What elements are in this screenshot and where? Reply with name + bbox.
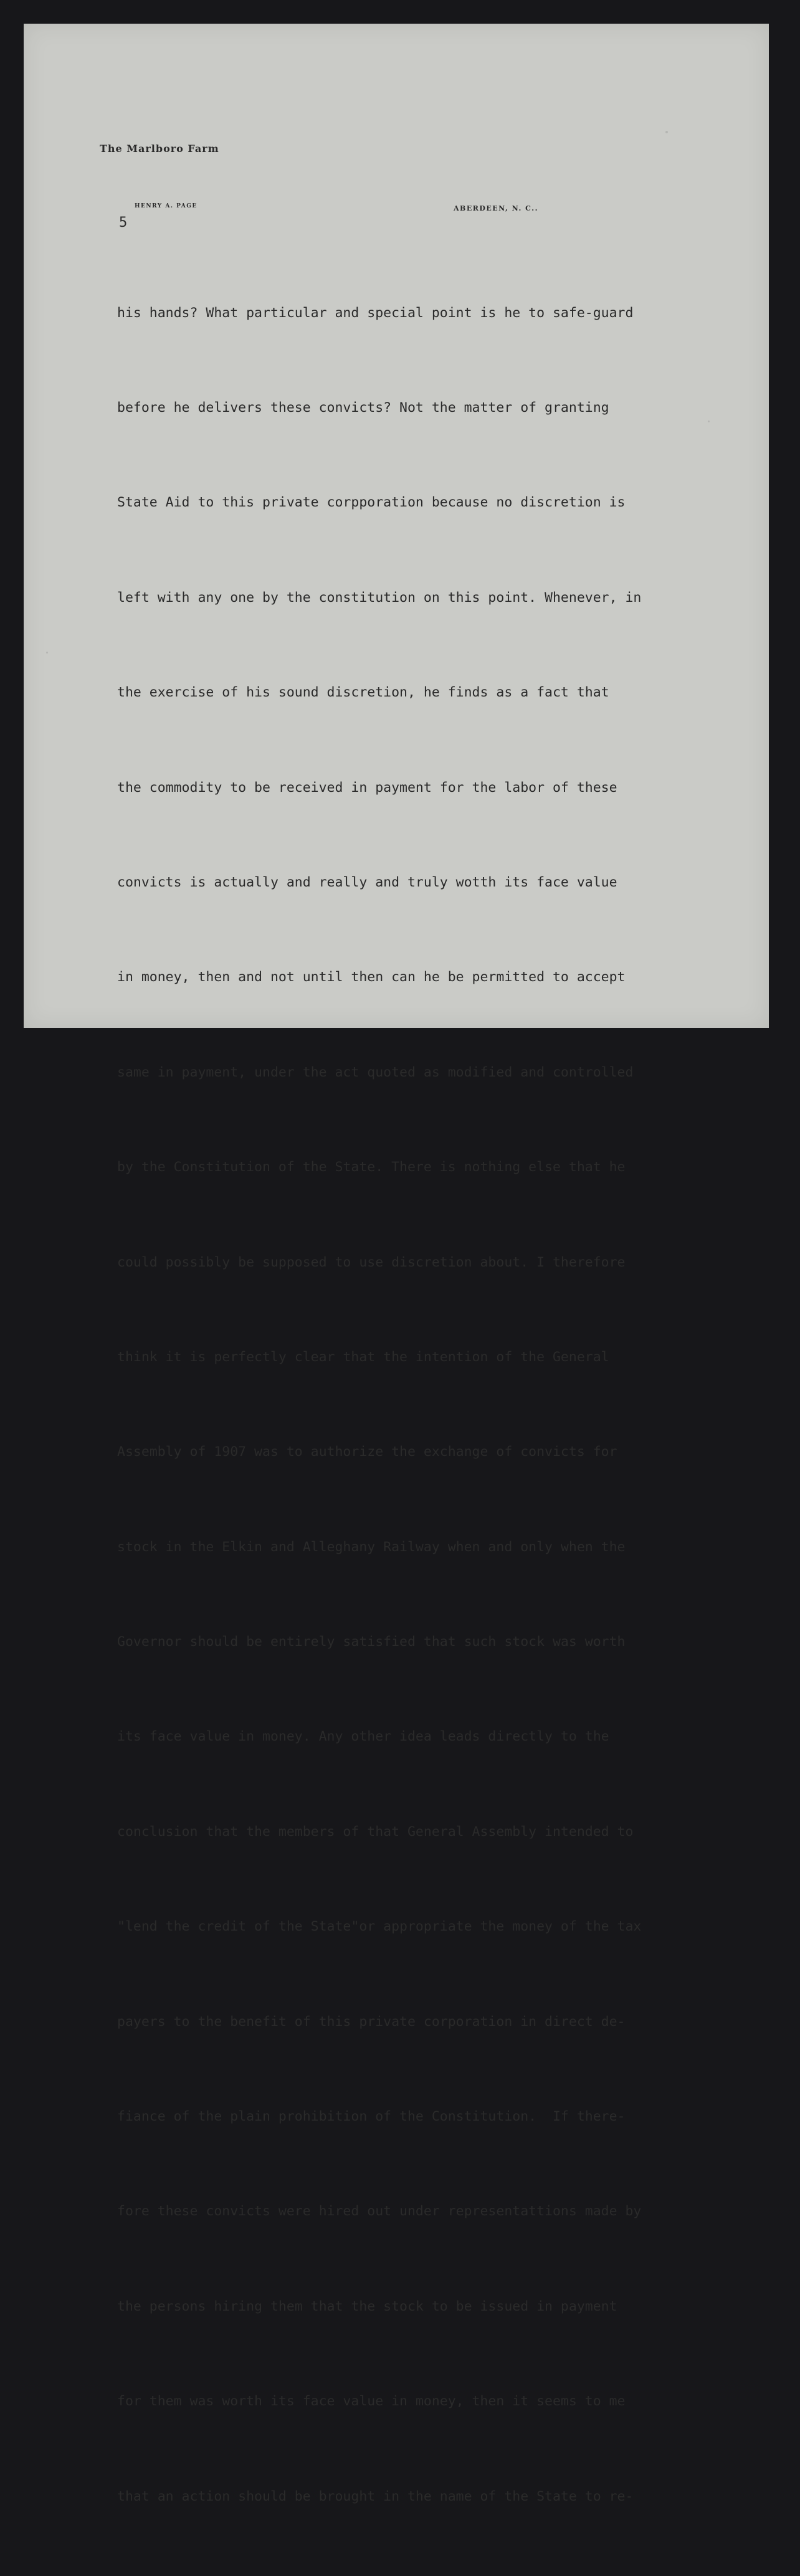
body-line: conclusion that the members of that General Assembly intended to: [117, 1823, 634, 1840]
body-line: left with any one by the constitution on this point. Whenever, in: [117, 589, 642, 606]
letterhead-title: The Marlboro Farm: [100, 143, 219, 154]
body-line: payers to the benefit of this private corporation in direct de-: [117, 2013, 626, 2030]
body-line: Assembly of 1907 was to authorize the exchange of convicts for: [117, 1444, 617, 1460]
body-line: State Aid to this private corpporation because no discretion is: [117, 495, 626, 511]
body-line: "lend the credit of the State"or appropriate the money of the tax: [117, 1919, 642, 1935]
body-line: in money, then and not until then can he be permitted to accept: [117, 969, 626, 986]
paper-speck: [46, 652, 48, 654]
letter-page: [24, 24, 769, 2504]
body-line: think it is perfectly clear that the intention of the General: [117, 1349, 609, 1365]
body-line: by the Constitution of the State. There is nothing else that he: [117, 1159, 626, 1176]
paper-speck: [708, 421, 710, 422]
letterhead-location: ABERDEEN, N. C..: [454, 204, 538, 212]
body-line: the commodity to be received in payment for the labor of these: [117, 779, 617, 796]
page-number: 5: [119, 215, 128, 231]
body-line: could possibly be supposed to use discretion about. I therefore: [117, 1254, 626, 1270]
body-line: that an action should be brought in the name of the State to re-: [117, 2488, 634, 2504]
body-line: stock in the Elkin and Alleghany Railway when and only when the: [117, 1539, 626, 1555]
letter-body: [117, 234, 703, 2576]
body-line: same in payment, under the act quoted as modified and controlled: [117, 1064, 634, 1080]
body-line: fiance of the plain prohibition of the Constitution. If there-: [117, 2109, 626, 2125]
body-line: his hands? What particular and special point is he to safe-guard: [117, 305, 634, 321]
letterhead-proprietor: HENRY A. PAGE: [135, 203, 198, 209]
body-line: fore these convicts were hired out under representattions made by: [117, 2203, 642, 2220]
body-line: the exercise of his sound discretion, he finds as a fact that: [117, 685, 609, 701]
body-line: for them was worth its face value in money, then it seems to me: [117, 2393, 626, 2410]
body-line: before he delivers these convicts? Not the matter of granting: [117, 399, 609, 416]
paper-speck: [665, 131, 668, 133]
body-line: the persons hiring them that the stock to be issued in payment: [117, 2298, 617, 2314]
body-line: convicts is actually and really and truly wotth its face value: [117, 874, 617, 890]
body-line: Governor should be entirely satisfied that such stock was worth: [117, 1634, 626, 1650]
body-line: its face value in money. Any other idea leads directly to the: [117, 1729, 609, 1745]
